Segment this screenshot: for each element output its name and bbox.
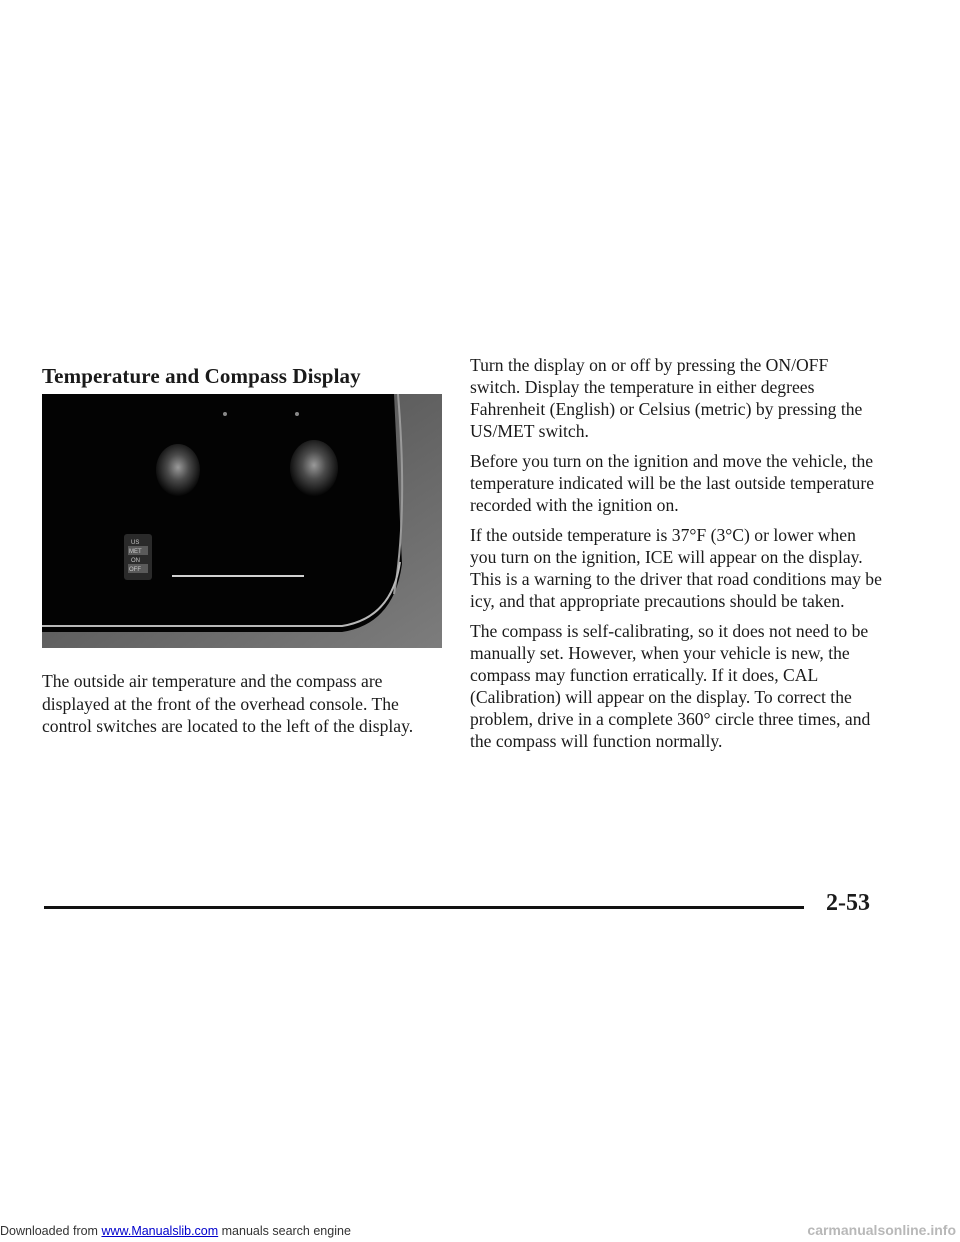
paragraph-on-off: Turn the display on or off by pressing the ON/OFF switch. Display the temperature in either degrees Fahrenheit (English) or Celsius (metric) by pressing the US/MET switch.	[470, 355, 863, 441]
section-heading: Temperature and Compass Display	[42, 364, 361, 388]
switch-label-met: MET	[129, 549, 142, 555]
switch-label-off: OFF	[129, 567, 141, 573]
manualslib-link[interactable]: www.Manualslib.com	[101, 1224, 219, 1238]
paragraph-ignition: Before you turn on the ignition and move the vehicle, the temperature indicated will be the last outside temperature recorded with the ignition on.	[470, 451, 875, 515]
overhead-console-illustration	[42, 394, 442, 648]
footer-suffix: manuals search engine	[218, 1224, 351, 1238]
switch-label-us: US	[131, 540, 140, 546]
instructions-column	[470, 354, 882, 760]
photo-caption: The outside air temperature and the compass are displayed at the front of the overhead console. The control switches are located to the left of the display.	[42, 671, 414, 736]
paragraph-ice-warning: If the outside temperature is 37°F (3°C) or lower when you turn on the ignition, ICE will appear on the display. This is a warning to the driver that road conditions may be icy, and that appropriate precautions should be taken.	[470, 525, 882, 611]
footer-prefix: Downloaded from	[0, 1224, 102, 1238]
footer-rule	[44, 906, 804, 909]
paragraph-calibration: The compass is self-calibrating, so it does not need to be manually set. However, when your vehicle is new, the compass may function erratically. If it does, CAL (Calibration) will appear on the display. To correct the problem, drive in a complete 360° circle three times, and the compass will function normally.	[470, 621, 871, 751]
overhead-console-photo	[42, 394, 442, 648]
switch-label-on: ON	[131, 558, 140, 564]
download-footer	[0, 1224, 351, 1238]
watermark: carmanualsonline.info	[807, 1222, 956, 1238]
page-number: 2-53	[826, 890, 870, 916]
